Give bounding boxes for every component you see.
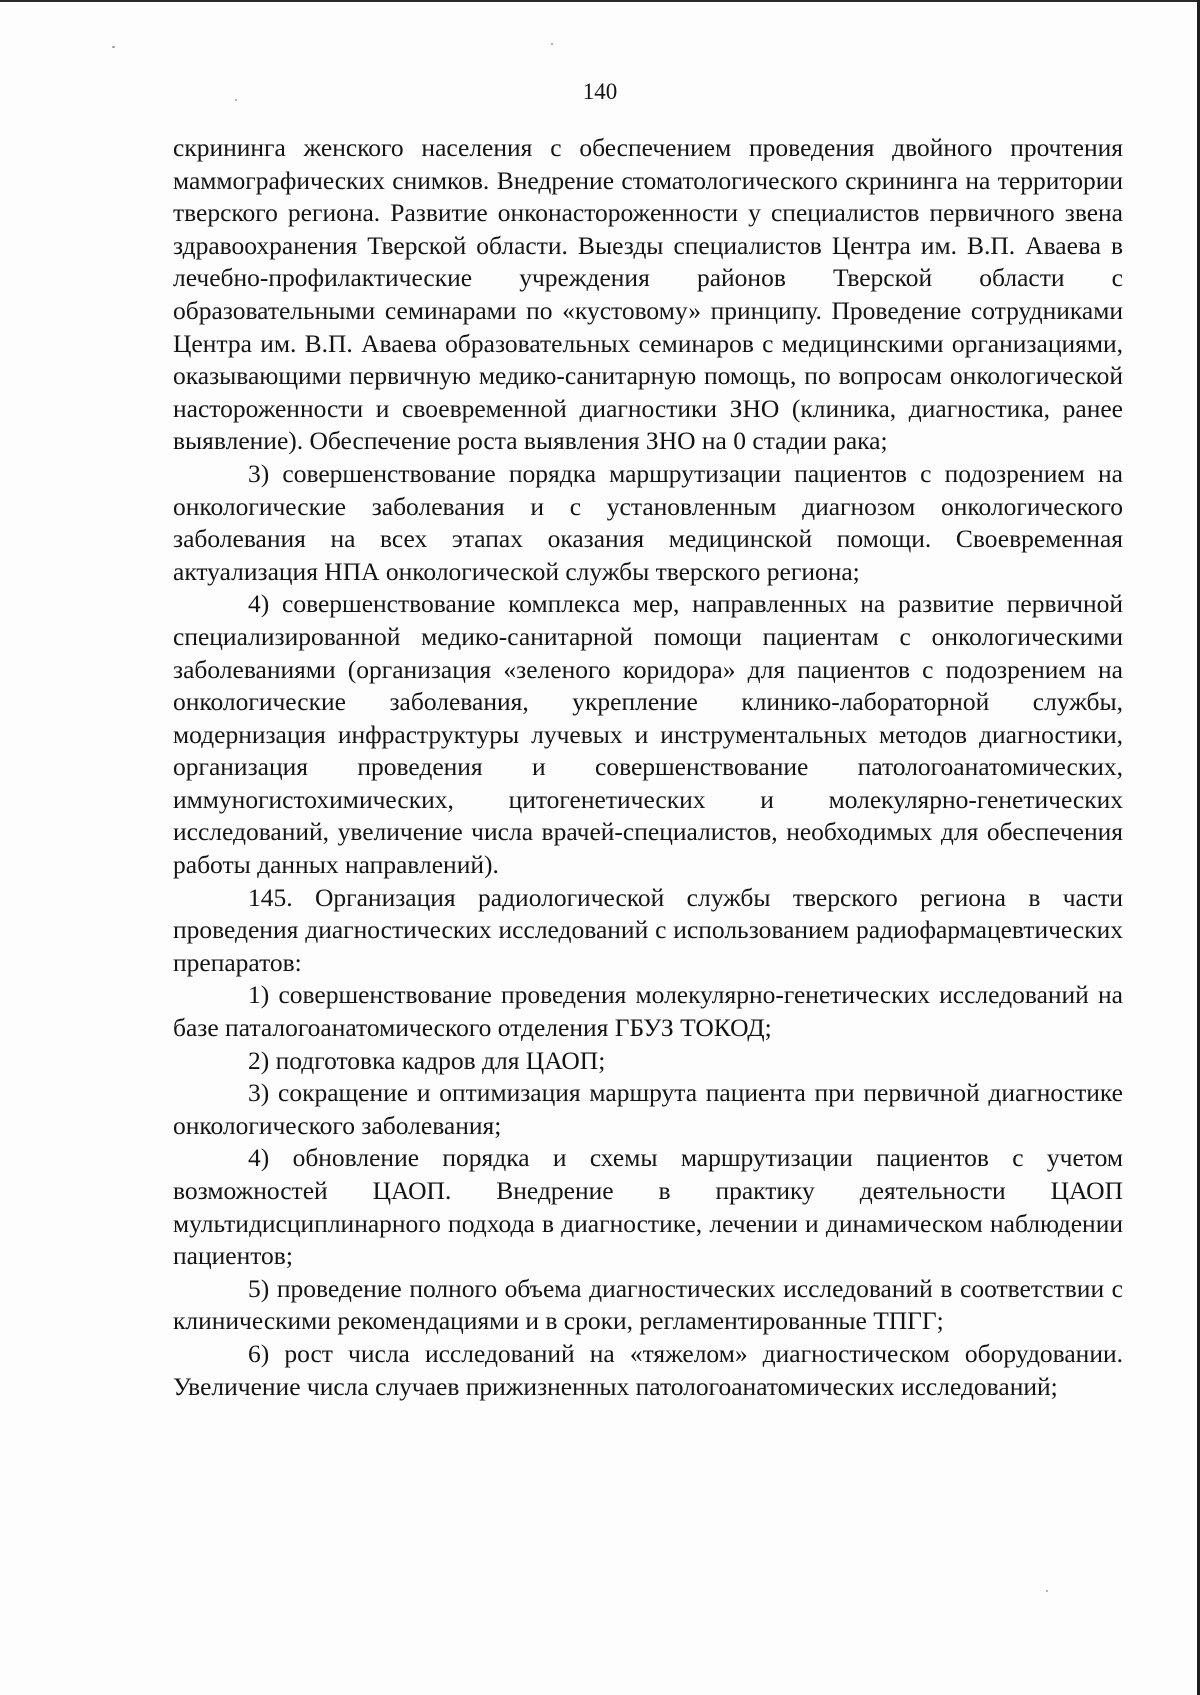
document-body <box>173 132 1123 1403</box>
paragraph-item-4: 4) совершенствование комплекса мер, направленных на развитие первичной специализированной медико-санитарной помощи пациентам с онкологическими заболеваниями (организация «зеленого коридора» для пациентов с подозрением на онкологические заболевания, укрепление клинико-лабораторной службы, модернизация инфраструктуры лучевых и инструментальных методов диагностики, организация проведения и совершенствование патологоанатомических, иммуногистохимических, цитогенетических и молекулярно-генетических исследований, увеличение числа врачей-специалистов, необходимых для обеспечения работы данных направлений). <box>173 589 1123 880</box>
paragraph-item-1: 1) совершенствование проведения молекулярно-генетических исследований на базе паталогоанатомического отделения ГБУЗ ТОКОД; <box>173 980 1123 1043</box>
scan-edge-top <box>0 0 1200 2</box>
paragraph-item-4b: 4) обновление порядка и схемы маршрутизации пациентов с учетом возможностей ЦАОП. Внедрение в практику деятельности ЦАОП мультидисциплинарного подхода в диагностике, лечении и динамическом наблюдении пациентов; <box>173 1143 1123 1271</box>
page-number: 140 <box>582 79 618 104</box>
paragraph-item-6: 6) рост числа исследований на «тяжелом» диагностическом оборудовании. Увеличение числа случаев прижизненных патологоанатомических исследований; <box>173 1338 1123 1401</box>
paragraph-continuation: скрининга женского населения с обеспечением проведения двойного прочтения маммографических снимков. Внедрение стоматологического скрининга на территории тверского региона. Развитие онконастороженности у специалистов первичного звена здравоохранения Тверской области. Выезды специалистов Центра им. В.П. Аваева в лечебно-профилактические учреждения районов Тверской области с образовательными семинарами по «кустовому» принципу. Проведение сотрудниками Центра им. В.П. Аваева образовательных семинаров с медицинскими организациями, оказывающими первичную медико-санитарную помощь, по вопросам онкологической настороженности и своевременной диагностики ЗНО (клиника, диагностика, ранее выявление). Обеспечение роста выявления ЗНО на 0 стадии рака; <box>173 133 1123 456</box>
paragraph-item-3: 3) совершенствование порядка маршрутизации пациентов с подозрением на онкологические заболевания и с установленным диагнозом онкологического заболевания на всех этапах оказания медицинской помощи. Своевременная актуализация НПА онкологической службы тверского региона; <box>173 458 1123 586</box>
scan-speck <box>551 43 553 45</box>
scan-speck <box>112 46 115 48</box>
paragraph-section-145: 145. Организация радиологической службы тверского региона в части проведения диагностических исследований с использованием радиофармацевтических препаратов: <box>173 882 1123 977</box>
scan-speck <box>1046 1590 1048 1592</box>
paragraph-item-2: 2) подготовка кадров для ЦАОП; <box>248 1045 606 1075</box>
paragraph-item-5: 5) проведение полного объема диагностических исследований в соответствии с клиническими рекомендациями и в сроки, регламентированные ТПГГ; <box>173 1273 1123 1336</box>
paragraph-item-3b: 3) сокращение и оптимизация маршрута пациента при первичной диагностике онкологического заболевания; <box>173 1078 1123 1140</box>
